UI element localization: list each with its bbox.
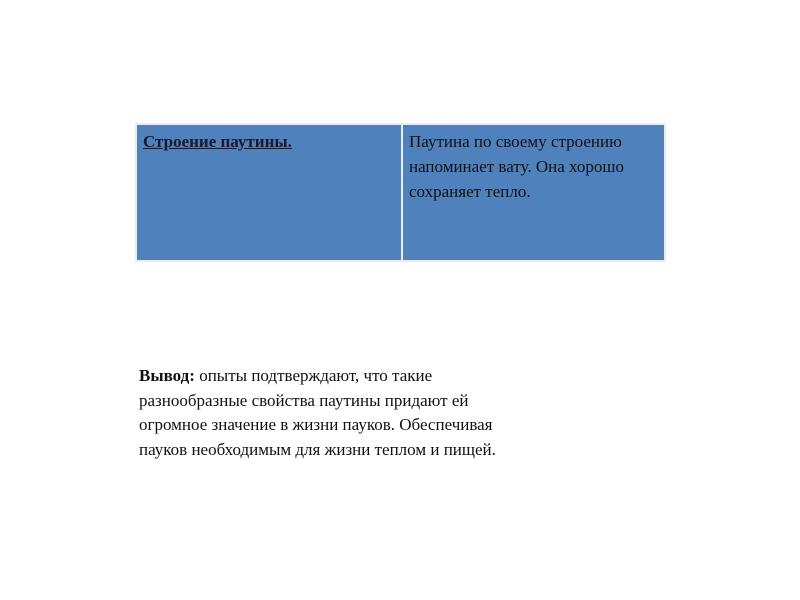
web-structure-description: Паутина по своему строению напоминает вату. Она хорошо сохраняет тепло.	[409, 132, 624, 201]
table-cell-description	[402, 124, 665, 261]
conclusion-label: Вывод:	[139, 366, 195, 385]
web-structure-heading: Строение паутины.	[143, 132, 292, 151]
info-table	[135, 123, 666, 262]
table-cell-heading	[136, 124, 402, 261]
conclusion-paragraph	[139, 364, 539, 462]
table-row	[136, 124, 665, 261]
conclusion-text: опыты подтверждают, что такие разнообразные свойства паутины придают ей огромное значение в жизни пауков. Обеспечивая пауков необходимым для жизни теплом и пищей.	[139, 366, 496, 459]
